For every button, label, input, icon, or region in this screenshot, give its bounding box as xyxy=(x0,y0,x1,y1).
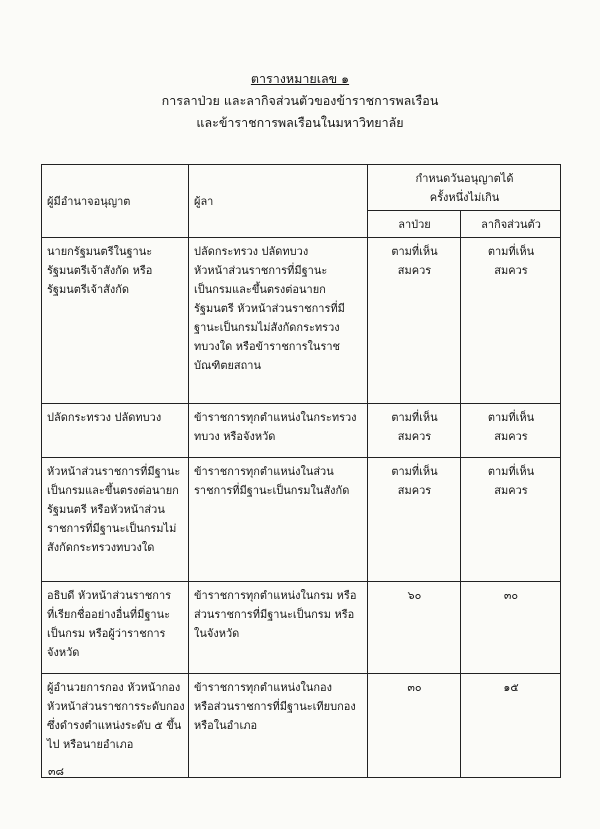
cell-personal-leave-line: ตามที่เห็น xyxy=(487,245,535,258)
cell-authority-line: ผู้อำนวยการกอง หัวหน้ากอง xyxy=(47,681,181,694)
cell-requester-line: หรือส่วนราชการที่มีฐานะเทียบกอง xyxy=(194,700,356,713)
header-day-limit xyxy=(368,165,561,211)
table-row xyxy=(42,404,561,458)
cell-authority-line: ราชการที่มีฐานะเป็นกรมไม่ xyxy=(47,522,177,535)
header-day-limit-line1: กำหนดวันอนุญาตได้ xyxy=(415,172,514,185)
cell-personal-leave xyxy=(461,238,561,404)
cell-authority-line: สังกัดกระทรวงทบวงใด xyxy=(47,541,155,554)
table-row xyxy=(42,582,561,674)
cell-personal-leave-line: สมควร xyxy=(494,264,528,277)
cell-personal-leave xyxy=(461,404,561,458)
cell-personal-leave-line: ตามที่เห็น xyxy=(487,465,535,478)
cell-personal-leave-line: สมควร xyxy=(494,430,528,443)
cell-sick-leave xyxy=(368,582,461,674)
cell-requester xyxy=(189,674,368,778)
header-day-limit-line2: ครั้งหนึ่งไม่เกิน xyxy=(429,191,500,204)
cell-requester-line: รัฐมนตรี หัวหน้าส่วนราชการที่มี xyxy=(194,302,345,315)
cell-requester-line: หัวหน้าส่วนราชการที่มีฐานะ xyxy=(194,264,328,277)
cell-requester-line: ข้าราชการทุกตำแหน่งในกรม หรือ xyxy=(194,589,357,602)
cell-sick-leave xyxy=(368,238,461,404)
cell-authority-line: รัฐมนตรีเจ้าสังกัด หรือ xyxy=(47,264,153,277)
header-personal-leave: ลากิจส่วนตัว xyxy=(461,211,561,238)
cell-requester-line: ส่วนราชการที่มีฐานะเป็นกรม หรือ xyxy=(194,608,355,621)
cell-authority-line: ปลัดกระทรวง ปลัดทบวง xyxy=(47,411,162,424)
header-requester: ผู้ลา xyxy=(189,165,368,238)
cell-requester xyxy=(189,404,368,458)
table-row xyxy=(42,674,561,778)
cell-authority-line: ซึ่งดำรงตำแหน่งระดับ ๕ ขึ้น xyxy=(47,719,182,732)
page-number: ๓๘ xyxy=(48,765,65,778)
cell-requester xyxy=(189,458,368,582)
cell-sick-leave-line: สมควร xyxy=(397,264,432,277)
document-subtitle-line1: การลาป่วย และลากิจส่วนตัวของข้าราชการพลเรือน xyxy=(161,93,439,108)
cell-authority-line: รัฐมนตรีเจ้าสังกัด xyxy=(47,283,130,296)
cell-authority xyxy=(42,404,189,458)
cell-sick-leave xyxy=(368,404,461,458)
cell-sick-leave xyxy=(368,458,461,582)
cell-requester-line: เป็นกรมและขึ้นตรงต่อนายก xyxy=(194,283,326,296)
cell-requester-line: ราชการที่มีฐานะเป็นกรมในสังกัด xyxy=(194,484,350,497)
table-row xyxy=(42,458,561,582)
cell-personal-leave xyxy=(461,582,561,674)
cell-authority-line: ที่เรียกชื่ออย่างอื่นที่มีฐานะ xyxy=(47,608,170,621)
cell-authority xyxy=(42,582,189,674)
cell-sick-leave-line: ตามที่เห็น xyxy=(391,245,438,258)
cell-requester-line: ฐานะเป็นกรมไม่สังกัดกระทรวง xyxy=(194,321,340,334)
table-body xyxy=(42,238,561,778)
cell-personal-leave-line: ๑๕ xyxy=(503,681,519,694)
cell-requester-line: ในจังหวัด xyxy=(194,627,240,640)
cell-personal-leave-line: ตามที่เห็น xyxy=(487,411,535,424)
document-subtitle-line2: และข้าราชการพลเรือนในมหาวิทยาลัย xyxy=(196,115,404,130)
cell-requester-line: ปลัดกระทรวง ปลัดทบวง xyxy=(194,245,309,258)
cell-requester-line: ทบวงใด หรือข้าราชการในราช xyxy=(194,340,340,353)
cell-authority-line: อธิบดี หัวหน้าส่วนราชการ xyxy=(47,589,172,602)
cell-requester-line: ข้าราชการทุกตำแหน่งในกระทรวง xyxy=(194,411,357,424)
document-header xyxy=(0,68,600,134)
leave-authority-table xyxy=(41,164,561,778)
cell-requester-line: หรือในอำเภอ xyxy=(194,719,258,732)
table-row xyxy=(42,238,561,404)
cell-authority-line: หัวหน้าส่วนราชการระดับกอง xyxy=(47,700,185,713)
cell-requester xyxy=(189,582,368,674)
header-sick-leave: ลาป่วย xyxy=(368,211,461,238)
cell-authority-line: รัฐมนตรี หรือหัวหน้าส่วน xyxy=(47,503,165,516)
cell-requester xyxy=(189,238,368,404)
cell-authority xyxy=(42,458,189,582)
cell-authority-line: นายกรัฐมนตรีในฐานะ xyxy=(47,245,153,258)
cell-authority-line: ไป หรือนายอำเภอ xyxy=(47,738,134,751)
cell-sick-leave-line: ๖๐ xyxy=(407,589,422,602)
cell-requester-line: บัณฑิตยสถาน xyxy=(194,359,261,372)
cell-personal-leave xyxy=(461,458,561,582)
cell-sick-leave-line: ๓๐ xyxy=(407,681,422,694)
cell-authority xyxy=(42,238,189,404)
cell-sick-leave-line: สมควร xyxy=(397,484,432,497)
cell-sick-leave-line: สมควร xyxy=(397,430,432,443)
cell-sick-leave xyxy=(368,674,461,778)
cell-requester-line: ข้าราชการทุกตำแหน่งในส่วน xyxy=(194,465,334,478)
cell-sick-leave-line: ตามที่เห็น xyxy=(391,465,438,478)
cell-personal-leave-line: ๓๐ xyxy=(503,589,519,602)
cell-requester-line: ข้าราชการทุกตำแหน่งในกอง xyxy=(194,681,332,694)
cell-authority-line: เป็นกรมและขึ้นตรงต่อนายก xyxy=(47,484,179,497)
cell-requester-line: ทบวง หรือจังหวัด xyxy=(194,430,276,443)
document-title: ตารางหมายเลข ๑ xyxy=(250,71,350,86)
cell-authority-line: จังหวัด xyxy=(47,646,80,659)
cell-authority-line: เป็นกรม หรือผู้ว่าราชการ xyxy=(47,627,166,640)
header-authority: ผู้มีอำนาจอนุญาต xyxy=(42,165,189,238)
cell-personal-leave-line: สมควร xyxy=(494,484,528,497)
cell-sick-leave-line: ตามที่เห็น xyxy=(391,411,438,424)
cell-authority-line: หัวหน้าส่วนราชการที่มีฐานะ xyxy=(47,465,181,478)
cell-personal-leave xyxy=(461,674,561,778)
